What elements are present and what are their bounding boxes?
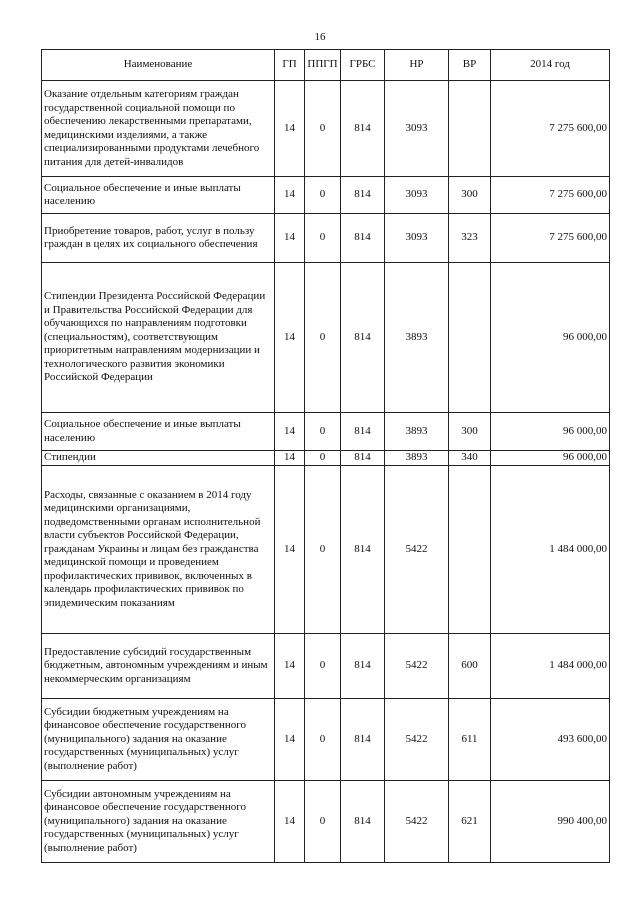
row-ppgp: 0 — [305, 263, 341, 413]
row-nr: 3893 — [385, 451, 449, 466]
row-grbs: 814 — [341, 263, 385, 413]
row-name: Социальное обеспечение и иные выплаты населению — [42, 413, 275, 451]
row-grbs: 814 — [341, 451, 385, 466]
row-gp: 14 — [275, 177, 305, 214]
row-vr: 300 — [449, 413, 491, 451]
table-row — [42, 263, 610, 413]
table-row — [42, 214, 610, 263]
row-gp: 14 — [275, 634, 305, 699]
header-year: 2014 год — [491, 50, 610, 81]
table-row — [42, 634, 610, 699]
row-nr: 5422 — [385, 699, 449, 781]
row-nr: 5422 — [385, 781, 449, 863]
row-amount: 493 600,00 — [491, 699, 610, 781]
row-nr: 3093 — [385, 177, 449, 214]
row-gp: 14 — [275, 81, 305, 177]
row-amount: 96 000,00 — [491, 451, 610, 466]
row-name: Стипендии — [42, 451, 275, 466]
row-ppgp: 0 — [305, 451, 341, 466]
row-nr: 3093 — [385, 81, 449, 177]
row-nr: 3893 — [385, 263, 449, 413]
table-row — [42, 81, 610, 177]
row-nr: 5422 — [385, 634, 449, 699]
row-gp: 14 — [275, 466, 305, 634]
row-grbs: 814 — [341, 634, 385, 699]
row-name: Субсидии бюджетным учреждениям на финансовое обеспечение государственного (муниципального) задания на оказание государственных (муниципальных) услуг (выполнение работ) — [42, 699, 275, 781]
row-name: Субсидии автономным учреждениям на финансовое обеспечение государственного (муниципального) задания на оказание государственных (муниципальных) услуг (выполнение работ) — [42, 781, 275, 863]
row-gp: 14 — [275, 263, 305, 413]
row-name: Оказание отдельным категориям граждан государственной социальной помощи по обеспечению лекарственными препаратами, медицинскими изделиями, а также специализированными продуктами лечебного питания для детей-инвалидов — [42, 81, 275, 177]
header-gp: ГП — [275, 50, 305, 81]
row-grbs: 814 — [341, 466, 385, 634]
row-name: Стипендии Президента Российской Федерации и Правительства Российской Федерации для обучающихся по направлениям подготовки (специальностям), соответствующим приоритетным направлениям модернизации и технологического развития экономики Российской Федерации — [42, 263, 275, 413]
row-ppgp: 0 — [305, 466, 341, 634]
row-grbs: 814 — [341, 781, 385, 863]
row-vr: 600 — [449, 634, 491, 699]
row-vr: 621 — [449, 781, 491, 863]
row-ppgp: 0 — [305, 413, 341, 451]
row-vr: 323 — [449, 214, 491, 263]
row-name: Расходы, связанные с оказанием в 2014 году медицинскими организациями, подведомственными органам исполнительной власти субъектов Российской Федерации, гражданам Украины и лицам без гражданства медицинской помощи и проведением профилактических прививок, включенных в календарь профилактических прививок по эпидемическим показаниям — [42, 466, 275, 634]
table-row — [42, 466, 610, 634]
header-ppgp: ППГП — [305, 50, 341, 81]
header-nr: НР — [385, 50, 449, 81]
row-gp: 14 — [275, 214, 305, 263]
row-grbs: 814 — [341, 214, 385, 263]
row-amount: 7 275 600,00 — [491, 81, 610, 177]
row-grbs: 814 — [341, 81, 385, 177]
row-amount: 990 400,00 — [491, 781, 610, 863]
table-row — [42, 781, 610, 863]
row-nr: 3093 — [385, 214, 449, 263]
row-amount: 7 275 600,00 — [491, 177, 610, 214]
row-grbs: 814 — [341, 699, 385, 781]
row-nr: 3893 — [385, 413, 449, 451]
row-vr: 300 — [449, 177, 491, 214]
row-ppgp: 0 — [305, 634, 341, 699]
row-nr: 5422 — [385, 466, 449, 634]
row-name: Социальное обеспечение и иные выплаты населению — [42, 177, 275, 214]
header-row — [42, 50, 610, 81]
page-number: 16 — [314, 31, 326, 43]
row-vr: 611 — [449, 699, 491, 781]
row-gp: 14 — [275, 781, 305, 863]
row-vr: 340 — [449, 451, 491, 466]
row-grbs: 814 — [341, 413, 385, 451]
row-vr — [449, 263, 491, 413]
table-row — [42, 451, 610, 466]
row-amount: 7 275 600,00 — [491, 214, 610, 263]
row-ppgp: 0 — [305, 699, 341, 781]
row-name: Предоставление субсидий государственным бюджетным, автономным учреждениям и иным некоммерческим организациям — [42, 634, 275, 699]
row-amount: 1 484 000,00 — [491, 634, 610, 699]
row-ppgp: 0 — [305, 177, 341, 214]
budget-table — [41, 49, 610, 863]
row-amount: 1 484 000,00 — [491, 466, 610, 634]
row-ppgp: 0 — [305, 781, 341, 863]
row-ppgp: 0 — [305, 81, 341, 177]
row-vr — [449, 81, 491, 177]
row-grbs: 814 — [341, 177, 385, 214]
row-name: Приобретение товаров, работ, услуг в пользу граждан в целях их социального обеспечения — [42, 214, 275, 263]
row-ppgp: 0 — [305, 214, 341, 263]
table-row — [42, 699, 610, 781]
header-grbs: ГРБС — [341, 50, 385, 81]
table-row — [42, 177, 610, 214]
row-amount: 96 000,00 — [491, 263, 610, 413]
table-row — [42, 413, 610, 451]
row-gp: 14 — [275, 413, 305, 451]
row-gp: 14 — [275, 699, 305, 781]
header-vr: ВР — [449, 50, 491, 81]
row-amount: 96 000,00 — [491, 413, 610, 451]
header-name: Наименование — [42, 50, 275, 81]
row-gp: 14 — [275, 451, 305, 466]
row-vr — [449, 466, 491, 634]
